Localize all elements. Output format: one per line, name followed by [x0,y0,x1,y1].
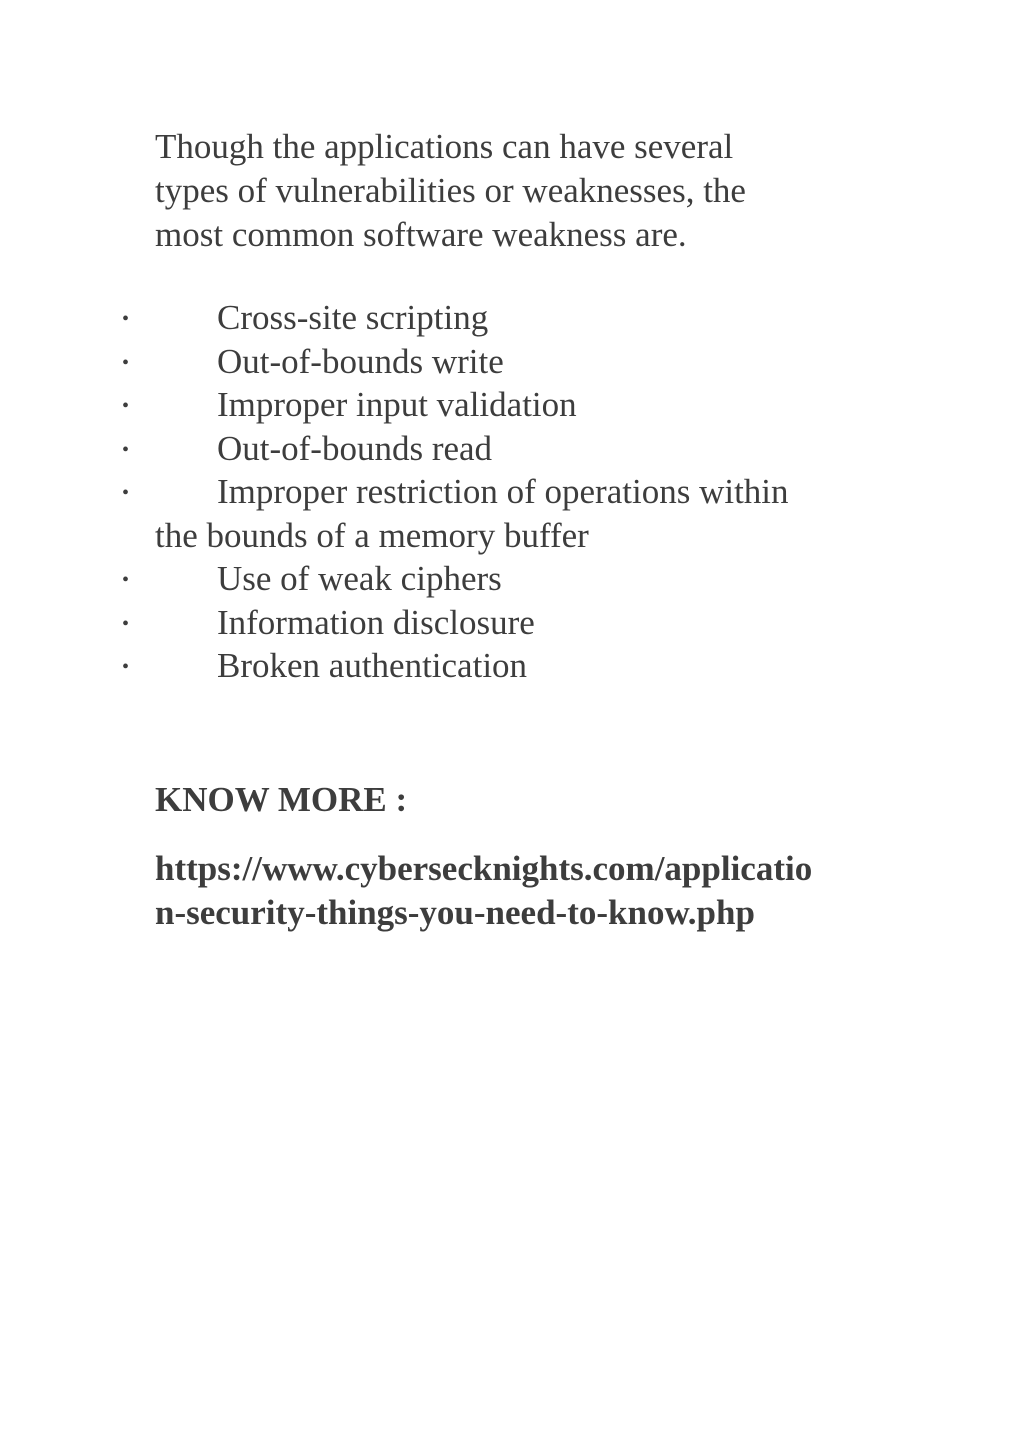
intro-line-3: most common software weakness are. [155,215,687,254]
list-item [0,383,1023,427]
link-line-1[interactable]: https://www.cybersecknights.com/applicatio [155,849,813,888]
list-item [0,340,1023,384]
bullet-icon: • [122,612,130,635]
list-item-text: Information disclosure [217,602,535,642]
list-item [0,296,1023,340]
list-item-text: Cross-site scripting [217,298,489,337]
list-item-text: Broken authentication [217,646,528,685]
bullet-icon: • [122,438,130,461]
bullet-icon: • [122,569,130,591]
bullet-icon: • [122,482,130,504]
bullet-icon: • [122,395,130,417]
intro-paragraph [155,125,855,257]
list-item [0,427,1023,471]
list-item [0,470,1023,557]
list-item-text: Out-of-bounds read [217,428,493,468]
list-item-text: Improper input validation [217,385,577,424]
list-item-text: Out-of-bounds write [217,341,504,381]
list-item [0,644,1023,688]
bullet-icon: • [122,351,130,374]
bullet-icon: • [122,656,130,678]
weakness-list [0,296,1023,688]
bullet-icon: • [122,308,130,330]
link-line-2[interactable]: n-security-things-you-need-to-know.php [155,893,755,932]
list-item-text: Improper restriction of operations within [217,472,789,511]
list-item-text-continuation: the bounds of a memory buffer [155,515,589,555]
know-more-link[interactable] [155,847,875,935]
list-item [0,601,1023,645]
list-item-text: Use of weak ciphers [217,559,502,598]
list-item [0,557,1023,601]
know-more-heading: KNOW MORE : [155,780,408,819]
intro-line-1: Though the applications can have several [155,127,734,166]
intro-line-2: types of vulnerabilities or weaknesses, the [155,171,746,210]
